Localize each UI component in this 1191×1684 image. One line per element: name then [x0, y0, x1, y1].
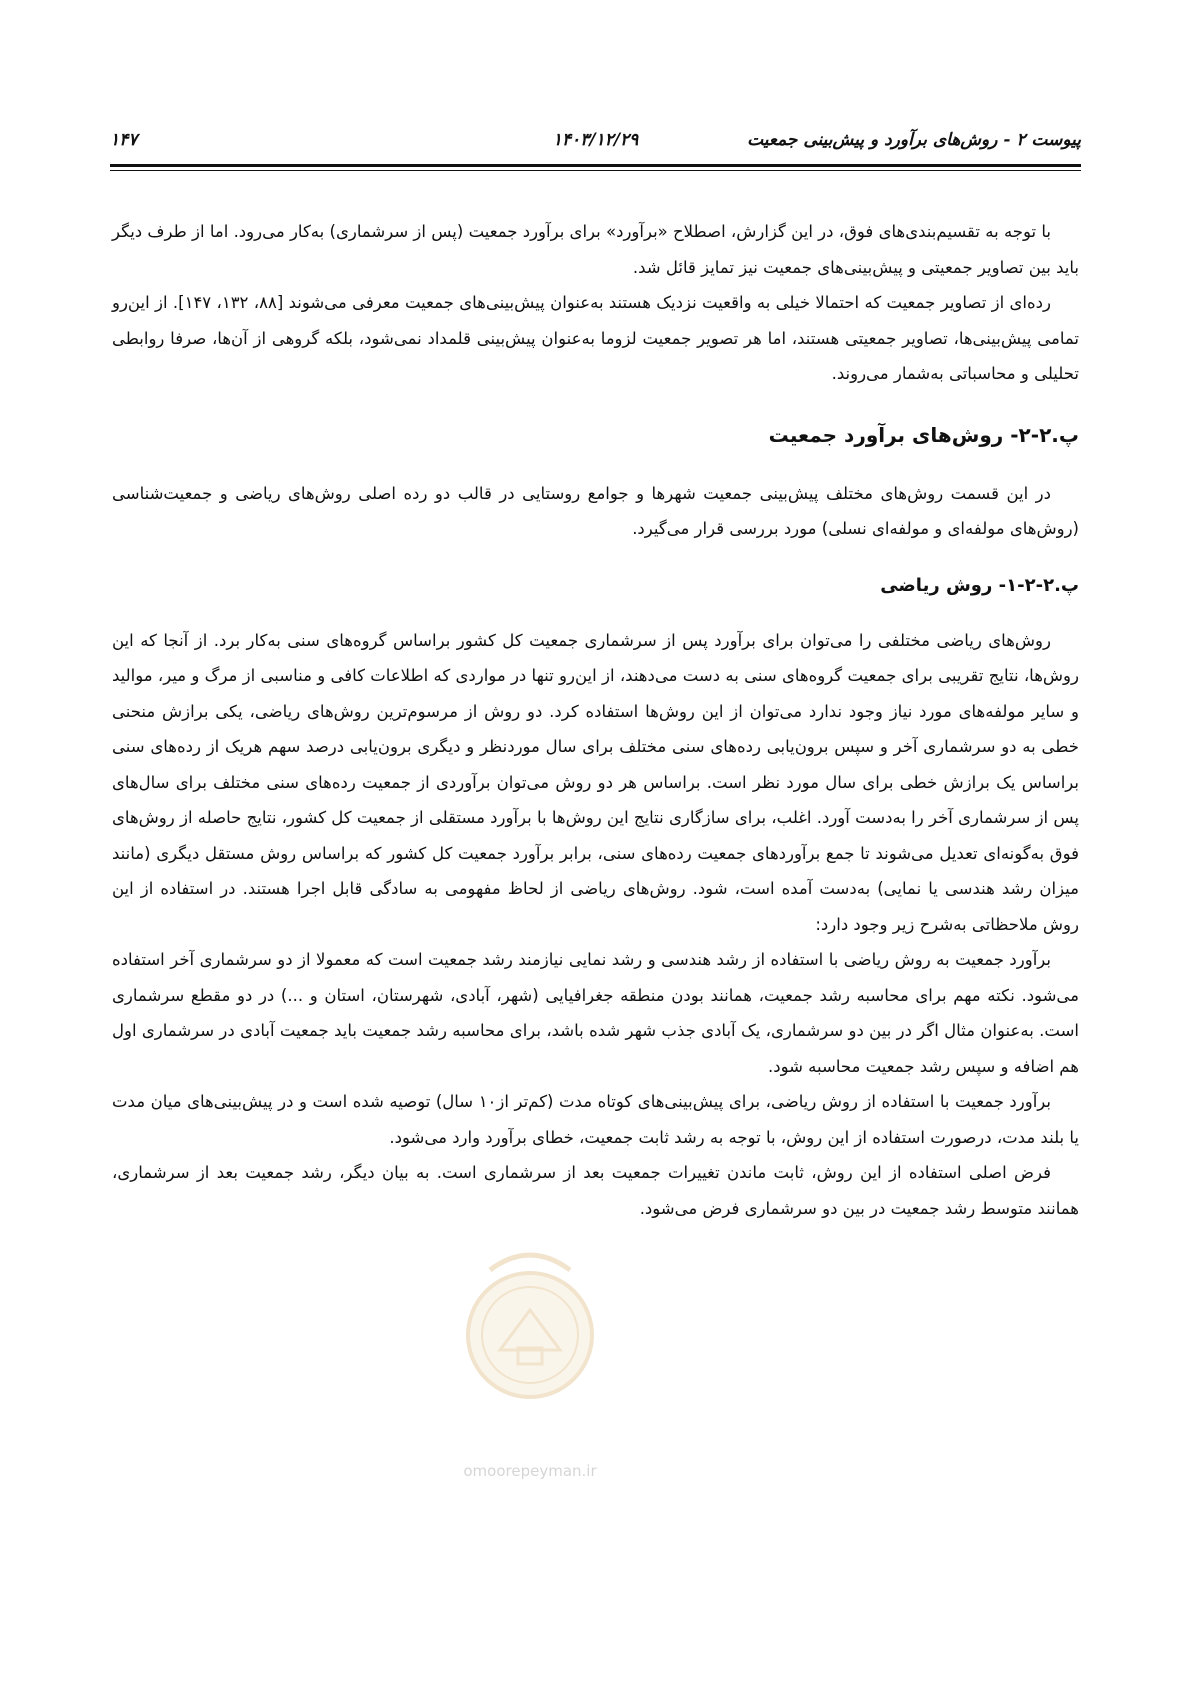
- watermark-site: omoorepeyman.ir: [463, 1462, 597, 1480]
- page-header: [110, 130, 1081, 164]
- subsection-paragraph-3: برآورد جمعیت با استفاده از روش ریاضی، برای پیش‌بینی‌های کوتاه مدت (کم‌تر از۱۰ سال) توصیه شده است و در پیش‌بینی‌های میان مدت یا بلند مدت، درصورت استفاده از این روش، با توجه به رشد ثابت جمعیت، خطای برآورد وارد می‌شود.: [112, 1092, 1079, 1147]
- document-body: [112, 214, 1079, 1226]
- header-rule-thick: [110, 164, 1081, 167]
- subsection-paragraph-2: برآورد جمعیت به روش ریاضی با استفاده از رشد هندسی و رشد نمایی نیازمند رشد جمعیت است که معمولا از دو سرشماری آخر استفاده می‌شود. نکته مهم برای محاسبه رشد جمعیت، همانند بودن منطقه جغرافیایی (شهر، آبادی، شهرستان، استان و ...) در دو مقطع سرشماری است. به‌عنوان مثال اگر در بین دو سرشماری، یک آبادی جذب شهر شده باشد، برای محاسبه رشد جمعیت باید جمعیت آبادی در سرشماری اول هم اضافه و سپس رشد جمعیت محاسبه شود.: [112, 950, 1079, 1076]
- watermark-seal-icon: [430, 1230, 630, 1450]
- subsection-paragraph-1: روش‌های ریاضی مختلفی را می‌توان برای برآورد پس از سرشماری جمعیت کل کشور براساس گروه‌های سنی به‌کار برد. از آنجا که این روش‌ها، نتایج تقریبی برای جمعیت گروه‌های سنی به دست می‌دهند، از این‌رو تنها در مواردی که اطلاعات کافی و مناسبی از مرگ و میر، موالید و سایر مولفه‌های مورد نیاز وجود ندارد می‌توان از این روش‌ها استفاده کرد. دو روش از مرسوم‌ترین روش‌های ریاضی، یکی برازش منحنی خطی به دو سرشماری آخر و سپس برون‌یابی رده‌های سنی مختلف برای سال موردنظر و دیگری برون‌یابی درصد سهم هریک از رده‌های سنی براساس یک برازش خطی برای سال مورد نظر است. براساس هر دو روش می‌توان برآوردی از جمعیت رده‌های سنی مختلف برای سال‌های پس از سرشماری آخر را به‌دست آورد. اغلب، برای سازگاری نتایج این روش‌ها با برآورد مستقلی از جمعیت کل کشور، نتایج حاصله از روش‌های فوق به‌گونه‌ای تعدیل می‌شوند تا جمع برآوردهای جمعیت رده‌های سنی، برابر برآورد جمعیت کل کشور که براساس روش مستقل دیگری (مانند میزان رشد هندسی یا نمایی) به‌دست آمده است، شود. روش‌های ریاضی از لحاظ مفهومی به سادگی قابل اجرا هستند. در استفاده از این روش ملاحظاتی به‌شرح زیر وجود دارد:: [112, 630, 1079, 934]
- watermark-logo: [430, 1230, 630, 1480]
- subsection-heading: پ.۲-۲-۱- روش ریاضی: [880, 574, 1079, 596]
- header-title: پیوست ۲ - روش‌های برآورد و پیش‌بینی جمعیت: [747, 130, 1081, 150]
- section-paragraph: در این قسمت روش‌های مختلف پیش‌بینی جمعیت شهرها و جوامع روستایی در قالب دو رده اصلی روش‌های ریاضی و جمعیت‌شناسی (روش‌های مولفه‌ای و مولفه‌ای نسلی) مورد بررسی قرار می‌گیرد.: [112, 483, 1079, 538]
- intro-paragraph-1: با توجه به تقسیم‌بندی‌های فوق، در این گزارش، اصطلاح «برآورد» برای برآورد جمعیت (پس از سرشماری) به‌کار می‌رود. اما از طرف دیگر باید بین تصاویر جمعیتی و پیش‌بینی‌های جمعیت نیز تمایز قائل شد.: [112, 222, 1079, 277]
- intro-paragraph-2: رده‌ای از تصاویر جمعیت که احتمالا خیلی به واقعیت نزدیک هستند به‌عنوان پیش‌بینی‌های جمعیت معرفی می‌شوند [۸۸، ۱۳۲، ۱۴۷]. از این‌رو تمامی پیش‌بینی‌ها، تصاویر جمعیتی هستند، اما هر تصویر جمعیت لزوما به‌عنوان پیش‌بینی قلمداد نمی‌شود، بلکه گروهی از آن‌ها، صرفا روابطی تحلیلی و محاسباتی به‌شمار می‌روند.: [112, 293, 1079, 383]
- header-rule-thin: [110, 170, 1081, 171]
- subsection-paragraph-4: فرض اصلی استفاده از این روش، ثابت ماندن تغییرات جمعیت بعد از سرشماری است. به بیان دیگر، رشد جمعیت بعد از سرشماری، همانند متوسط رشد جمعیت در بین دو سرشماری فرض می‌شود.: [112, 1163, 1079, 1218]
- section-heading: پ.۲-۲- روش‌های برآورد جمعیت: [768, 422, 1079, 447]
- page-number: ۱۴۷: [110, 130, 138, 150]
- header-date: ۱۴۰۳/۱۲/۲۹: [552, 130, 639, 150]
